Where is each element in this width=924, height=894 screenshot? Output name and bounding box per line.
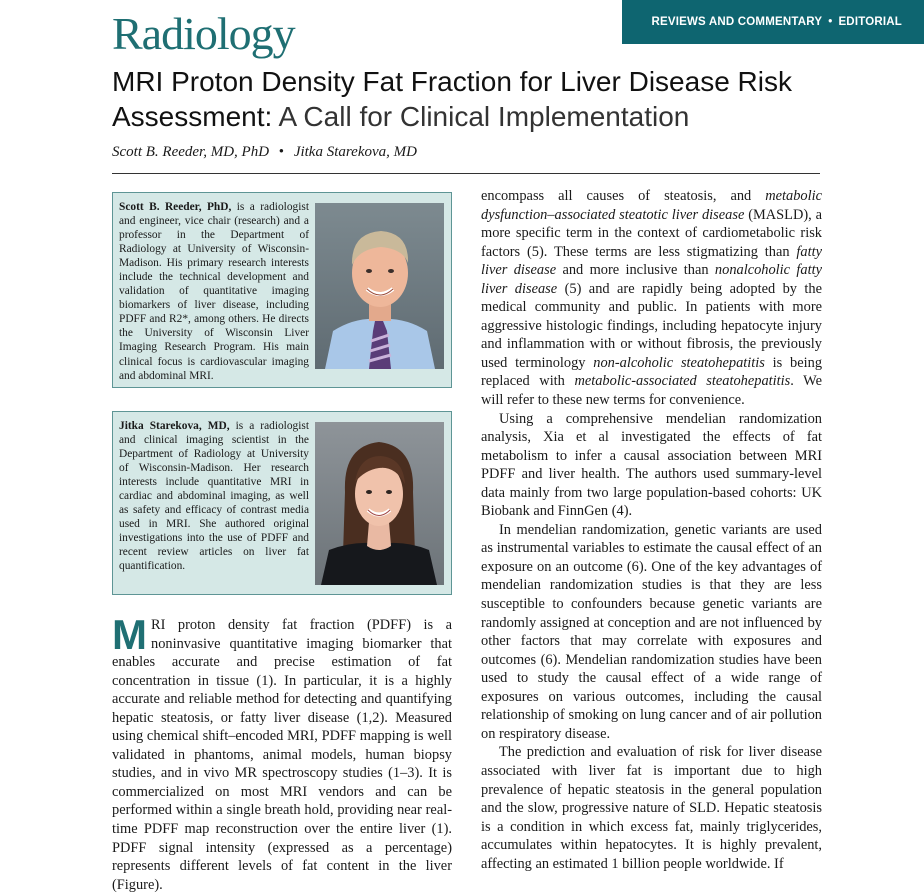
banner-section: REVIEWS AND COMMENTARY: [651, 16, 823, 28]
text-run-italic: metabolic-associated steatohepatitis: [574, 373, 791, 390]
paragraph: In mendelian randomization, genetic variants are used as instrumental variables to estimate the causal effect of an exposure on an outcome (6). One of the key advantages of mendelian randomization studies is that they are less susceptible to confounders because genetic variants are randomly assigned at conception and are not influenced by other factors that may correlate with exposures and outcomes (6). Mendelian randomization studies have been used to study the causal effect of a wide range of exposures on various outcomes, including the causal relationship of smoking on lung cancer and of air pollution on respiratory disease.: [481, 521, 822, 742]
text-run-italic: non-alcoholic steatohepatitis: [593, 354, 765, 371]
paragraph-text: RI proton density fat fraction (PDFF) is a noninvasive quantitative imaging biomarker that enables accurate and precise estimation of fat concentration in tissue (1). In particular, it is a highly accurate and reliable method for detecting and quantifying hepatic steatosis, or fatty liver disease (1,2). Measured using chemical shift–encoded MRI, PDFF mapping is well validated in phantoms, animal models, human biopsy studies, and in vivo MR spectroscopy studies (1–3). It is commercialized on most MRI vendors and can be performed within a single breath hold, providing near real-time PDFF map reconstruction over the entire liver (1). PDFF signal intensity (expressed as a percentage) represents different levels of fat content in the liver (Figure).: [112, 617, 452, 893]
portrait-man-icon: [315, 203, 444, 369]
bio-description: is a radiologist and clinical imaging scientist in the Department of Radiology at University of Wisconsin-Madison. Her research interests include quantitative MRI in cardiac and abdominal imaging, as well as safety and efficacy of contrast media used in MRI. She authored original investigations into the use of PDFF and recent review articles on liver fat quantification.: [119, 420, 309, 573]
text-run-italic: nonalcoholic fatty liver disease: [481, 262, 822, 297]
portrait-photo: [315, 422, 444, 585]
paragraph: The prediction and evaluation of risk for liver disease associated with liver fat is important due to high prevalence of hepatic steatosis in the general population and the slow, progressive nature of SLD. Hepatic steatosis is a condition in which excess fat, mainly triglycerides, accumulates within hepatocytes. It is highly prevalent, affecting an estimated 1 billion people worldwide. If: [481, 744, 822, 872]
banner-type: EDITORIAL: [838, 16, 902, 28]
title-subtitle: A Call for Clinical Implementation: [278, 101, 690, 132]
paragraph: [112, 611, 452, 894]
body-column-right: [481, 187, 822, 873]
author-separator: •: [278, 144, 285, 160]
bio-text: [119, 419, 309, 574]
section-banner: [622, 0, 924, 44]
title-divider: [112, 173, 820, 174]
bio-text: [119, 200, 309, 383]
paragraph: Using a comprehensive mendelian randomization analysis, Xia et al investigated the effects of fat metabolism to infer a causal association between MRI PDFF and liver health. The authors used summary-level data mainly from two large population-based cohorts: UK Biobank and FinnGen (4).: [481, 410, 822, 520]
bio-name: Scott B. Reeder, PhD,: [119, 201, 232, 213]
text-run: (5) and are rapidly being adopted by the medical community and public. In patients with more aggressive histologic findings, including hepatocyte injury and inflammation with or without fibrosis, the previously used terminology: [481, 280, 822, 371]
banner-separator: •: [828, 16, 833, 28]
author-1: Scott B. Reeder, MD, PhD: [112, 144, 270, 160]
text-run: and more inclusive than: [556, 262, 715, 279]
text-run-italic: metabolic dysfunction–associated steatotic liver disease: [481, 188, 822, 223]
portrait-photo: [315, 203, 444, 369]
text-run-italic: fatty liver disease: [481, 243, 822, 279]
author-bio-starekova: [112, 411, 452, 595]
portrait-woman-icon: [315, 422, 444, 585]
text-run: encompass all causes of steatosis, and: [481, 188, 766, 204]
text-run: (MASLD), a more specific term in the context of cardiometabolic risk factors (5). These terms are less stigmatizing than: [481, 206, 822, 260]
article-title: [112, 64, 852, 134]
title-main: MRI Proton Density Fat Fraction for Liver Disease Risk Assessment:: [112, 66, 792, 132]
text-run: . We will refer to these new terms for convenience.: [481, 373, 822, 409]
paragraph: [481, 187, 822, 410]
author-2: Jitka Starekova, MD: [293, 144, 417, 160]
bio-name: Jitka Starekova, MD,: [119, 420, 230, 432]
text-run: is being replaced with: [481, 354, 823, 390]
body-column-left: [112, 611, 452, 894]
drop-cap: M: [112, 611, 147, 658]
author-line: [112, 144, 417, 161]
journal-logo: Radiology: [112, 8, 295, 59]
author-bio-reeder: [112, 192, 452, 388]
bio-description: is a radiologist and engineer, vice chair (research) and a professor in the Department of Radiology at University of Wisconsin-Madison. His primary research interests include the technical development and validation of quantitative imaging biomarkers of liver disease, including PDFF and R2*, among others. He directs the University of Wisconsin Liver Imaging Research Program. His main clinical focus is cardiovascular imaging and abdominal MRI.: [119, 201, 309, 382]
